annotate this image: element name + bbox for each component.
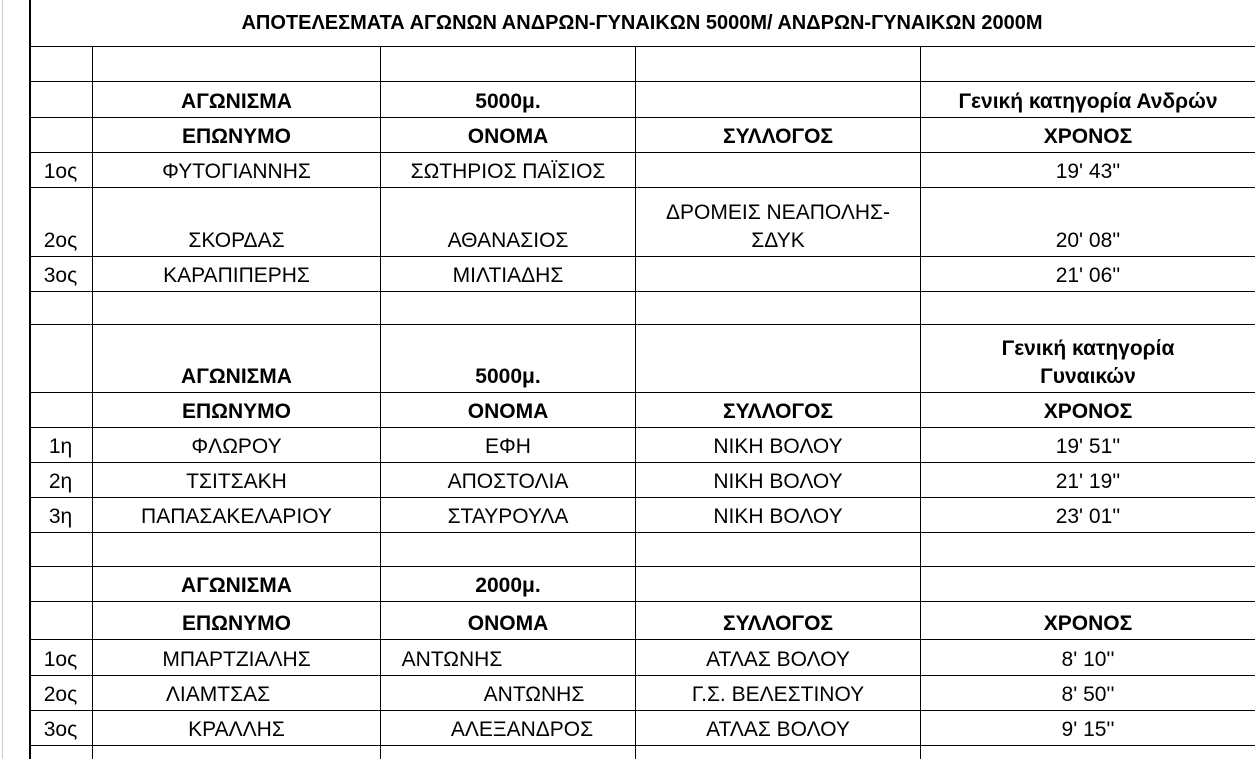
event-label: ΑΓΩΝΙΣΜΑ [181,90,292,113]
time-cell: 8' 50'' [1061,683,1115,706]
time-cell: 21' 19'' [1055,470,1121,493]
event-row [29,82,1255,118]
surname-cell: ΚΑΡΑΠΙΠΕΡΗΣ [163,264,310,287]
club-cell: ΝΙΚΗ ΒΟΛΟΥ [713,505,843,528]
header-surname: ΕΠΩΝΥΜΟ [181,125,291,148]
name-cell: ΑΠΟΣΤΟΛΙΑ [447,470,569,493]
place-cell: 3ος [43,264,78,287]
surname-cell: ΦΛΩΡΟΥ [191,435,282,458]
club-cell: ΝΙΚΗ ΒΟΛΟΥ [713,435,843,458]
name-cell: ΣΩΤΗΡΙΟΣ ΠΑΪΣΙΟΣ [410,160,606,183]
event-row [29,567,1255,602]
blank-row [29,746,1255,759]
place-cell: 3ος [43,718,78,741]
place-cell: 1η [48,435,73,458]
time-cell: 9' 15'' [1061,718,1115,741]
club-cell [636,188,920,256]
time-cell: 20' 08'' [1055,229,1121,252]
club-cell: ΑΤΛΑΣ ΒΟΛΟΥ [706,648,850,671]
name-cell: ΑΛΕΞΑΝΔΡΟΣ [450,718,594,741]
surname-cell: ΚΡΑΛΛΗΣ [188,718,285,741]
time-cell: 19' 51'' [1055,435,1121,458]
name-cell: ΑΝΤΩΝΗΣ [401,648,503,671]
name-cell: ΜΙΛΤΙΑΔΗΣ [452,264,564,287]
table-row [29,428,1255,463]
table-row [29,676,1255,711]
event-distance: 5000μ. [475,365,541,388]
club-cell: Γ.Σ. ΒΕΛΕΣΤΙΝΟΥ [691,683,865,706]
name-cell: ΑΘΑΝΑΣΙΟΣ [447,229,569,252]
club-cell: ΑΤΛΑΣ ΒΟΛΟΥ [706,718,850,741]
table-row [29,498,1255,533]
event-distance: 5000μ. [475,90,541,113]
header-time: ΧΡΟΝΟΣ [1043,400,1133,423]
surname-cell: ΣΚΟΡΔΑΣ [188,229,285,252]
table-row [29,153,1255,188]
left-margin-line [2,0,3,759]
time-cell: 21' 06'' [1055,264,1121,287]
category-line-2: Γυναικών [1040,365,1136,388]
header-row [29,118,1255,153]
header-name: ΟΝΟΜΑ [467,400,549,423]
place-cell: 2ος [43,683,78,706]
surname-cell: ΜΠΑΡΤΖΙΑΛΗΣ [162,648,311,671]
time-cell: 19' 43'' [1055,160,1121,183]
event-label: ΑΓΩΝΙΣΜΑ [181,574,292,597]
header-club: ΣΥΛΛΟΓΟΣ [722,612,834,635]
club-line-1: ΔΡΟΜΕΙΣ ΝΕΑΠΟΛΗΣ- [666,201,890,224]
club-cell [636,153,920,187]
table-row [29,640,1255,676]
surname-cell: ΤΣΙΤΣΑΚΗ [186,470,287,493]
place-cell: 2ος [43,229,78,252]
blank-row [29,292,1255,325]
place-cell: 2η [48,470,73,493]
place-cell: 3η [48,505,73,528]
surname-cell: ΠΑΠΑΣΑΚΕΛΑΡΙΟΥ [141,505,332,528]
event-category: Γενική κατηγορία Ανδρών [958,90,1218,113]
category-line-1: Γενική κατηγορία [1001,337,1175,360]
place-cell: 1ος [43,648,78,671]
header-row [29,393,1255,428]
club-cell [636,257,920,291]
page-title: ΑΠΟΤΕΛΕΣΜΑΤΑ ΑΓΩΝΩΝ ΑΝΔΡΩΝ-ΓΥΝΑΙΚΩΝ 5000Μ/ ΑΝΔΡΩΝ-ΓΥΝΑΙΚΩΝ 2000Μ [241,12,1043,34]
place-cell: 1ος [43,160,78,183]
header-name: ΟΝΟΜΑ [467,612,549,635]
header-club: ΣΥΛΛΟΓΟΣ [722,400,834,423]
table-row [29,711,1255,746]
header-time: ΧΡΟΝΟΣ [1043,612,1133,635]
name-cell: ΑΝΤΩΝΗΣ [483,683,585,706]
name-cell: ΕΦΗ [485,435,531,458]
surname-cell: ΦΥΤΟΓΙΑΝΝΗΣ [162,160,311,183]
time-cell: 23' 01'' [1055,505,1121,528]
header-row [29,602,1255,640]
event-category [921,325,1255,392]
event-distance: 2000μ. [475,574,541,597]
time-cell: 8' 10'' [1061,648,1115,671]
table-row [29,257,1255,292]
club-line-2: ΣΔΥΚ [751,229,805,252]
table-row [29,463,1255,498]
header-surname: ΕΠΩΝΥΜΟ [181,400,291,423]
header-time: ΧΡΟΝΟΣ [1043,125,1133,148]
title-row [29,0,1255,47]
table-row [29,188,1255,257]
blank-row [29,533,1255,567]
blank-row [29,47,1255,82]
header-surname: ΕΠΩΝΥΜΟ [181,612,291,635]
header-club: ΣΥΛΛΟΓΟΣ [722,125,834,148]
event-row [29,325,1255,393]
surname-cell: ΛΙΑΜΤΣΑΣ [165,683,271,706]
header-name: ΟΝΟΜΑ [467,125,549,148]
club-cell: ΝΙΚΗ ΒΟΛΟΥ [713,470,843,493]
name-cell: ΣΤΑΥΡΟΥΛΑ [447,505,569,528]
event-label: ΑΓΩΝΙΣΜΑ [181,365,292,388]
